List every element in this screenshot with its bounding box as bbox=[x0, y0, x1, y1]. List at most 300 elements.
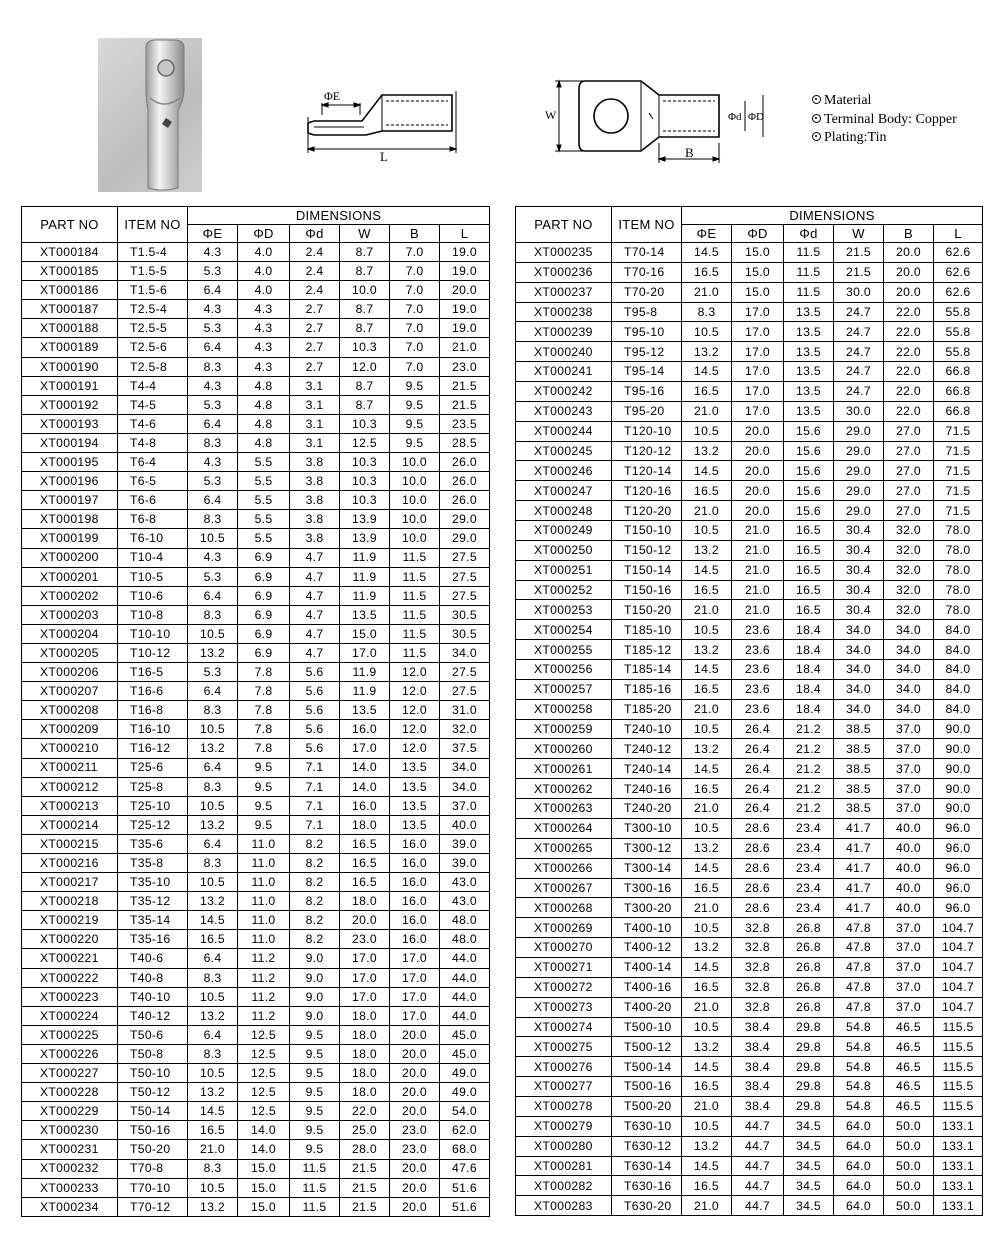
table-cell: 10.0 bbox=[390, 510, 440, 529]
table-row bbox=[22, 643, 490, 662]
table-row bbox=[22, 1159, 490, 1178]
table-cell: 96.0 bbox=[934, 818, 983, 838]
table-cell: XT000219 bbox=[22, 911, 118, 930]
spec-table-left bbox=[21, 206, 490, 1217]
table-cell: 10.5 bbox=[188, 987, 238, 1006]
table-cell: XT000212 bbox=[22, 777, 118, 796]
table-cell: 11.5 bbox=[290, 1178, 340, 1197]
table-cell: XT000256 bbox=[516, 660, 612, 680]
table-cell: T40-8 bbox=[118, 968, 188, 987]
table-cell: 27.5 bbox=[440, 663, 490, 682]
table-cell: T500-16 bbox=[612, 1077, 682, 1097]
table-cell: 37.5 bbox=[440, 739, 490, 758]
table-row bbox=[22, 1140, 490, 1159]
table-cell: XT000192 bbox=[22, 395, 118, 414]
cable-lug-photo-icon bbox=[98, 38, 202, 192]
table-cell: 38.5 bbox=[834, 719, 884, 739]
table-cell: 44.0 bbox=[440, 968, 490, 987]
table-cell: 23.5 bbox=[440, 414, 490, 433]
table-cell: 2.7 bbox=[290, 357, 340, 376]
table-cell: 49.0 bbox=[440, 1064, 490, 1083]
table-cell: 78.0 bbox=[934, 580, 983, 600]
table-cell: 23.0 bbox=[340, 930, 390, 949]
table-cell: T300-12 bbox=[612, 838, 682, 858]
table-cell: XT000280 bbox=[516, 1136, 612, 1156]
table-cell: 3.8 bbox=[290, 529, 340, 548]
table-row bbox=[22, 1006, 490, 1025]
table-row bbox=[22, 1025, 490, 1044]
table-cell: T1.5-4 bbox=[118, 243, 188, 262]
table-cell: T630-12 bbox=[612, 1136, 682, 1156]
table-row bbox=[516, 322, 983, 342]
table-cell: 16.0 bbox=[390, 892, 440, 911]
table-cell: 21.5 bbox=[340, 1178, 390, 1197]
table-cell: 90.0 bbox=[934, 759, 983, 779]
table-cell: XT000233 bbox=[22, 1178, 118, 1197]
table-cell: 21.2 bbox=[784, 759, 834, 779]
table-cell: 20.0 bbox=[440, 281, 490, 300]
table-cell: T500-12 bbox=[612, 1037, 682, 1057]
table-cell: XT000242 bbox=[516, 382, 612, 402]
table-cell: 84.0 bbox=[934, 640, 983, 660]
table-cell: 7.8 bbox=[238, 701, 290, 720]
table-cell: 66.8 bbox=[934, 362, 983, 382]
table-cell: 26.8 bbox=[784, 977, 834, 997]
table-cell: 104.7 bbox=[934, 997, 983, 1017]
table-cell: 40.0 bbox=[884, 898, 934, 918]
table-cell: XT000200 bbox=[22, 548, 118, 567]
table-cell: T630-14 bbox=[612, 1156, 682, 1176]
table-cell: T400-10 bbox=[612, 918, 682, 938]
table-cell: 47.8 bbox=[834, 977, 884, 997]
table-cell: 78.0 bbox=[934, 540, 983, 560]
table-cell: 13.2 bbox=[682, 838, 732, 858]
table-cell: 29.0 bbox=[834, 481, 884, 501]
table-cell: 16.5 bbox=[682, 1077, 732, 1097]
table-cell: 21.2 bbox=[784, 719, 834, 739]
table-cell: XT000255 bbox=[516, 640, 612, 660]
table-cell: 104.7 bbox=[934, 918, 983, 938]
table-cell: 23.4 bbox=[784, 898, 834, 918]
table-cell: 7.1 bbox=[290, 777, 340, 796]
part-no-header: PART NO bbox=[22, 207, 118, 243]
table-cell: 12.0 bbox=[390, 739, 440, 758]
table-row bbox=[516, 362, 983, 382]
table-cell: T25-6 bbox=[118, 758, 188, 777]
table-cell: 16.5 bbox=[682, 679, 732, 699]
table-cell: 26.8 bbox=[784, 918, 834, 938]
table-cell: 50.0 bbox=[884, 1116, 934, 1136]
table-cell: 34.0 bbox=[884, 679, 934, 699]
table-cell: T95-14 bbox=[612, 362, 682, 382]
table-cell: T25-8 bbox=[118, 777, 188, 796]
length-label: L bbox=[380, 149, 388, 163]
table-cell: T150-16 bbox=[612, 580, 682, 600]
table-cell: XT000276 bbox=[516, 1057, 612, 1077]
table-cell: 6.4 bbox=[188, 1025, 238, 1044]
table-cell: 10.3 bbox=[340, 453, 390, 472]
table-cell: 8.7 bbox=[340, 243, 390, 262]
table-cell: 4.7 bbox=[290, 548, 340, 567]
table-cell: 27.5 bbox=[440, 586, 490, 605]
phi-e-label: ΦE bbox=[324, 89, 341, 103]
table-cell: 38.4 bbox=[732, 1077, 784, 1097]
table-cell: XT000261 bbox=[516, 759, 612, 779]
table-cell: 13.5 bbox=[390, 758, 440, 777]
table-cell: 8.3 bbox=[188, 1044, 238, 1063]
table-cell: 54.8 bbox=[834, 1077, 884, 1097]
table-row bbox=[516, 401, 983, 421]
table-cell: XT000265 bbox=[516, 838, 612, 858]
product-photo bbox=[98, 38, 202, 192]
table-cell: 20.0 bbox=[390, 1064, 440, 1083]
table-cell: 7.0 bbox=[390, 262, 440, 281]
table-cell: 27.0 bbox=[884, 421, 934, 441]
table-cell: 22.0 bbox=[884, 382, 934, 402]
table-cell: 71.5 bbox=[934, 421, 983, 441]
spec-table-right-body bbox=[516, 243, 983, 1216]
table-cell: 44.7 bbox=[732, 1156, 784, 1176]
col-header-l: L bbox=[440, 225, 490, 243]
table-cell: 16.5 bbox=[340, 873, 390, 892]
table-cell: 37.0 bbox=[884, 997, 934, 1017]
table-cell: 28.6 bbox=[732, 898, 784, 918]
table-cell: 13.2 bbox=[188, 892, 238, 911]
table-cell: 26.0 bbox=[440, 453, 490, 472]
table-cell: 16.5 bbox=[784, 521, 834, 541]
table-cell: 34.0 bbox=[884, 660, 934, 680]
table-row bbox=[22, 300, 490, 319]
table-cell: XT000262 bbox=[516, 779, 612, 799]
table-cell: 41.7 bbox=[834, 818, 884, 838]
table-row bbox=[22, 472, 490, 491]
table-cell: T6-5 bbox=[118, 472, 188, 491]
table-cell: 32.0 bbox=[440, 720, 490, 739]
table-cell: 30.0 bbox=[834, 401, 884, 421]
table-cell: 17.0 bbox=[732, 322, 784, 342]
table-cell: 13.2 bbox=[682, 540, 732, 560]
table-cell: 21.0 bbox=[682, 600, 732, 620]
table-cell: 26.4 bbox=[732, 759, 784, 779]
table-cell: 10.3 bbox=[340, 491, 390, 510]
table-cell: T185-20 bbox=[612, 699, 682, 719]
table-cell: XT000189 bbox=[22, 338, 118, 357]
table-row bbox=[22, 586, 490, 605]
table-cell: 6.9 bbox=[238, 548, 290, 567]
table-cell: 15.6 bbox=[784, 501, 834, 521]
table-cell: XT000232 bbox=[22, 1159, 118, 1178]
table-cell: 38.4 bbox=[732, 1057, 784, 1077]
table-cell: 10.5 bbox=[682, 719, 732, 739]
table-cell: 40.0 bbox=[440, 815, 490, 834]
table-cell: T6-8 bbox=[118, 510, 188, 529]
table-row bbox=[22, 968, 490, 987]
table-cell: 10.5 bbox=[188, 1178, 238, 1197]
spec-table-right bbox=[515, 206, 983, 1216]
table-cell: 29.8 bbox=[784, 1037, 834, 1057]
table-cell: 133.1 bbox=[934, 1116, 983, 1136]
table-cell: 6.9 bbox=[238, 624, 290, 643]
table-cell: 7.0 bbox=[390, 243, 440, 262]
table-cell: 18.0 bbox=[340, 815, 390, 834]
table-cell: 7.0 bbox=[390, 300, 440, 319]
col-header-phi-e: ΦE bbox=[682, 225, 732, 243]
table-cell: 14.5 bbox=[682, 1156, 732, 1176]
table-cell: 34.5 bbox=[784, 1176, 834, 1196]
table-cell: 90.0 bbox=[934, 799, 983, 819]
table-cell: 41.7 bbox=[834, 898, 884, 918]
table-cell: 6.4 bbox=[188, 834, 238, 853]
table-cell: 11.2 bbox=[238, 968, 290, 987]
col-header-phi-d-small: Φd bbox=[784, 225, 834, 243]
table-cell: 29.0 bbox=[440, 529, 490, 548]
table-cell: 11.0 bbox=[238, 892, 290, 911]
table-cell: 12.0 bbox=[390, 682, 440, 701]
table-cell: XT000236 bbox=[516, 262, 612, 282]
table-cell: XT000267 bbox=[516, 878, 612, 898]
table-cell: 20.0 bbox=[732, 481, 784, 501]
table-cell: XT000274 bbox=[516, 1017, 612, 1037]
table-cell: 32.8 bbox=[732, 997, 784, 1017]
table-cell: XT000253 bbox=[516, 600, 612, 620]
table-cell: T95-20 bbox=[612, 401, 682, 421]
table-cell: T1.5-6 bbox=[118, 281, 188, 300]
table-row bbox=[22, 510, 490, 529]
table-cell: XT000282 bbox=[516, 1176, 612, 1196]
table-cell: 10.0 bbox=[390, 491, 440, 510]
table-cell: 38.4 bbox=[732, 1037, 784, 1057]
table-cell: 23.6 bbox=[732, 640, 784, 660]
bullet-icon bbox=[812, 114, 821, 123]
table-cell: 18.0 bbox=[340, 892, 390, 911]
table-cell: 13.5 bbox=[784, 322, 834, 342]
table-cell: 6.4 bbox=[188, 281, 238, 300]
table-cell: T70-12 bbox=[118, 1197, 188, 1216]
table-cell: 18.4 bbox=[784, 620, 834, 640]
table-row bbox=[22, 987, 490, 1006]
table-cell: 37.0 bbox=[884, 719, 934, 739]
table-cell: 13.2 bbox=[188, 815, 238, 834]
table-cell: T25-10 bbox=[118, 796, 188, 815]
table-cell: 115.5 bbox=[934, 1037, 983, 1057]
table-cell: T70-8 bbox=[118, 1159, 188, 1178]
table-cell: 29.0 bbox=[440, 510, 490, 529]
table-cell: 29.8 bbox=[784, 1057, 834, 1077]
table-cell: 21.0 bbox=[682, 997, 732, 1017]
table-cell: T35-12 bbox=[118, 892, 188, 911]
table-row bbox=[22, 491, 490, 510]
table-cell: 12.5 bbox=[238, 1083, 290, 1102]
table-cell: 7.1 bbox=[290, 758, 340, 777]
table-cell: T120-10 bbox=[612, 421, 682, 441]
table-cell: 26.0 bbox=[440, 491, 490, 510]
table-cell: 71.5 bbox=[934, 441, 983, 461]
table-cell: 6.9 bbox=[238, 605, 290, 624]
table-cell: 4.8 bbox=[238, 376, 290, 395]
table-cell: XT000271 bbox=[516, 957, 612, 977]
table-cell: XT000250 bbox=[516, 540, 612, 560]
table-cell: 18.0 bbox=[340, 1025, 390, 1044]
table-cell: 133.1 bbox=[934, 1136, 983, 1156]
table-cell: 10.0 bbox=[390, 472, 440, 491]
table-cell: T400-12 bbox=[612, 938, 682, 958]
table-cell: T185-10 bbox=[612, 620, 682, 640]
table-cell: 27.0 bbox=[884, 461, 934, 481]
table-cell: 90.0 bbox=[934, 719, 983, 739]
table-cell: 30.4 bbox=[834, 540, 884, 560]
table-row bbox=[516, 342, 983, 362]
table-cell: 26.4 bbox=[732, 719, 784, 739]
table-row bbox=[22, 854, 490, 873]
table-row bbox=[22, 243, 490, 262]
col-header-b: B bbox=[884, 225, 934, 243]
table-cell: 78.0 bbox=[934, 600, 983, 620]
table-cell: 11.9 bbox=[340, 548, 390, 567]
table-cell: 115.5 bbox=[934, 1077, 983, 1097]
table-cell: XT000210 bbox=[22, 739, 118, 758]
table-row bbox=[516, 1136, 983, 1156]
table-cell: 44.7 bbox=[732, 1196, 784, 1216]
table-cell: 8.7 bbox=[340, 319, 390, 338]
table-cell: 14.5 bbox=[682, 1057, 732, 1077]
table-cell: 47.6 bbox=[440, 1159, 490, 1178]
table-cell: 10.5 bbox=[188, 624, 238, 643]
table-cell: T1.5-5 bbox=[118, 262, 188, 281]
table-cell: 17.0 bbox=[390, 949, 440, 968]
table-cell: XT000277 bbox=[516, 1077, 612, 1097]
table-cell: 30.4 bbox=[834, 580, 884, 600]
table-cell: 6.4 bbox=[188, 338, 238, 357]
table-cell: XT000216 bbox=[22, 854, 118, 873]
table-cell: 16.5 bbox=[784, 600, 834, 620]
table-cell: 16.5 bbox=[188, 1121, 238, 1140]
table-cell: 19.0 bbox=[440, 319, 490, 338]
table-cell: 13.2 bbox=[682, 640, 732, 660]
table-cell: 21.0 bbox=[682, 799, 732, 819]
table-cell: 28.6 bbox=[732, 858, 784, 878]
table-cell: 21.0 bbox=[440, 338, 490, 357]
item-no-header: ITEM NO bbox=[118, 207, 188, 243]
item-no-header: ITEM NO bbox=[612, 207, 682, 243]
table-cell: 4.3 bbox=[238, 319, 290, 338]
bullet-icon bbox=[812, 95, 821, 104]
table-cell: 44.0 bbox=[440, 1006, 490, 1025]
table-row bbox=[22, 777, 490, 796]
table-cell: 115.5 bbox=[934, 1017, 983, 1037]
table-cell: T2.5-4 bbox=[118, 300, 188, 319]
table-cell: 34.5 bbox=[784, 1136, 834, 1156]
table-row bbox=[516, 977, 983, 997]
table-cell: 7.1 bbox=[290, 815, 340, 834]
table-cell: XT000270 bbox=[516, 938, 612, 958]
table-cell: 6.4 bbox=[188, 949, 238, 968]
table-cell: 34.0 bbox=[834, 620, 884, 640]
table-cell: 34.0 bbox=[834, 699, 884, 719]
table-cell: 17.0 bbox=[340, 739, 390, 758]
table-cell: T6-10 bbox=[118, 529, 188, 548]
material-line bbox=[812, 129, 957, 148]
table-cell: XT000193 bbox=[22, 414, 118, 433]
table-cell: 15.6 bbox=[784, 441, 834, 461]
table-cell: 28.0 bbox=[340, 1140, 390, 1159]
table-cell: 31.0 bbox=[440, 701, 490, 720]
table-cell: XT000246 bbox=[516, 461, 612, 481]
table-cell: 20.0 bbox=[340, 911, 390, 930]
table-cell: T50-8 bbox=[118, 1044, 188, 1063]
table-cell: T500-14 bbox=[612, 1057, 682, 1077]
table-cell: 9.5 bbox=[390, 395, 440, 414]
table-cell: 40.0 bbox=[884, 858, 934, 878]
table-cell: 21.5 bbox=[340, 1159, 390, 1178]
table-cell: T10-5 bbox=[118, 567, 188, 586]
table-cell: 4.7 bbox=[290, 605, 340, 624]
table-cell: T70-16 bbox=[612, 262, 682, 282]
table-cell: 3.1 bbox=[290, 376, 340, 395]
table-cell: 21.0 bbox=[732, 521, 784, 541]
table-cell: 18.0 bbox=[340, 1044, 390, 1063]
table-cell: T25-12 bbox=[118, 815, 188, 834]
table-cell: 13.2 bbox=[682, 739, 732, 759]
table-cell: 8.7 bbox=[340, 376, 390, 395]
table-cell: T240-16 bbox=[612, 779, 682, 799]
table-row bbox=[516, 799, 983, 819]
table-row bbox=[516, 481, 983, 501]
table-cell: 6.4 bbox=[188, 682, 238, 701]
table-cell: 17.0 bbox=[390, 1006, 440, 1025]
table-cell: XT000239 bbox=[516, 322, 612, 342]
table-cell: 9.5 bbox=[290, 1044, 340, 1063]
table-cell: 13.2 bbox=[682, 1136, 732, 1156]
table-cell: XT000194 bbox=[22, 433, 118, 452]
table-cell: XT000223 bbox=[22, 987, 118, 1006]
table-cell: 12.5 bbox=[340, 433, 390, 452]
table-cell: 22.0 bbox=[884, 401, 934, 421]
table-cell: 66.8 bbox=[934, 382, 983, 402]
table-cell: T2.5-6 bbox=[118, 338, 188, 357]
table-cell: T10-12 bbox=[118, 643, 188, 662]
table-cell: XT000257 bbox=[516, 679, 612, 699]
table-row bbox=[516, 878, 983, 898]
table-cell: 21.0 bbox=[682, 1096, 732, 1116]
table-row bbox=[516, 243, 983, 263]
table-cell: 3.1 bbox=[290, 433, 340, 452]
material-line bbox=[812, 111, 957, 130]
table-cell: XT000283 bbox=[516, 1196, 612, 1216]
table-cell: 78.0 bbox=[934, 521, 983, 541]
table-cell: 64.0 bbox=[834, 1156, 884, 1176]
material-heading: Material bbox=[824, 93, 872, 108]
table-cell: 8.3 bbox=[188, 605, 238, 624]
table-cell: T16-10 bbox=[118, 720, 188, 739]
table-cell: XT000184 bbox=[22, 243, 118, 262]
table-row bbox=[22, 834, 490, 853]
table-cell: 5.6 bbox=[290, 720, 340, 739]
table-cell: 23.6 bbox=[732, 699, 784, 719]
table-cell: 28.6 bbox=[732, 878, 784, 898]
table-cell: 27.0 bbox=[884, 481, 934, 501]
table-cell: 21.0 bbox=[682, 282, 732, 302]
table-cell: 84.0 bbox=[934, 620, 983, 640]
table-cell: 11.0 bbox=[238, 873, 290, 892]
table-cell: XT000214 bbox=[22, 815, 118, 834]
table-cell: 21.5 bbox=[834, 262, 884, 282]
table-row bbox=[22, 739, 490, 758]
table-cell: XT000243 bbox=[516, 401, 612, 421]
terminal-body-text: Terminal Body: Copper bbox=[824, 111, 957, 127]
table-cell: T240-10 bbox=[612, 719, 682, 739]
table-cell: XT000205 bbox=[22, 643, 118, 662]
table-row bbox=[516, 838, 983, 858]
